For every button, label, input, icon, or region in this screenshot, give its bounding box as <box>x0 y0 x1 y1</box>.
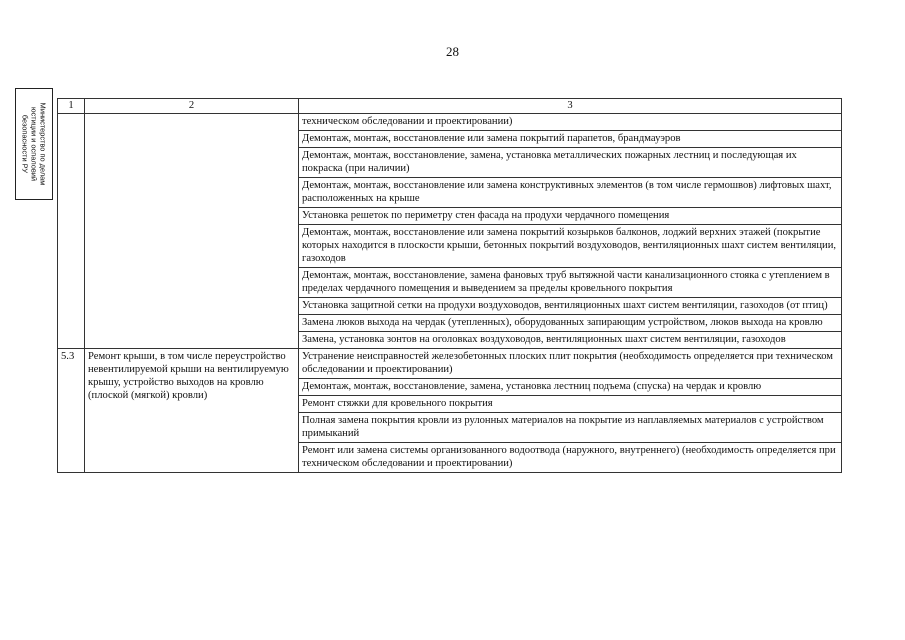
page-number: 28 <box>446 44 459 59</box>
work-item: Демонтаж, монтаж, восстановление или замена покрытий козырьков балконов, лоджий верхних этажей (покрытие которых находится в плоскости крыши, бетонных покрытий воздуховодов, вентиляционных шахт систем вентиляции, газоходов <box>299 225 842 268</box>
work-item: Демонтаж, монтаж, восстановление, замена, установка металлических пожарных лестниц и последующая их покраска (при наличии) <box>299 148 842 178</box>
work-item: Установка решеток по периметру стен фасада на продухи чердачного помещения <box>299 208 842 225</box>
work-item: Замена люков выхода на чердак (утепленных), оборудованных запирающим устройством, люков выхода на кровлю <box>299 315 842 332</box>
work-item: Ремонт или замена системы организованного водоотвода (наружного, внутреннего) (необходимость определяется при техническом обследовании и проектировании) <box>299 443 842 473</box>
work-item: Полная замена покрытия кровли из рулонных материалов на покрытие из наплавляемых материалов с устройством примыканий <box>299 413 842 443</box>
work-item: Устранение неисправностей железобетонных плоских плит покрытия (необходимость определяется при техническом обследовании и проектировании) <box>299 349 842 379</box>
header-col-2: 2 <box>85 99 299 114</box>
table-row <box>58 349 842 379</box>
work-item: Ремонт стяжки для кровельного покрытия <box>299 396 842 413</box>
work-item: техническом обследовании и проектировании) <box>299 114 842 131</box>
header-col-1: 1 <box>58 99 85 114</box>
continuation-title-cell <box>85 114 299 349</box>
table-row <box>58 114 842 131</box>
section-number: 5.3 <box>58 349 85 473</box>
stamp-text: Министерство по делам юстиции и оспаловий безопасности РУ <box>20 102 48 186</box>
work-item: Демонтаж, монтаж, восстановление или замена покрытий парапетов, брандмауэров <box>299 131 842 148</box>
work-item: Демонтаж, монтаж, восстановление, замена, установка лестниц подъема (спуска) на чердак и кровлю <box>299 379 842 396</box>
works-table <box>57 98 842 473</box>
header-col-3: 3 <box>299 99 842 114</box>
work-item: Установка защитной сетки на продухи воздуховодов, вентиляционных шахт систем вентиляции, газоходов (от птиц) <box>299 298 842 315</box>
work-item: Демонтаж, монтаж, восстановление или замена конструктивных элементов (в том числе гермошвов) лифтовых шахт, расположенных на крыше <box>299 178 842 208</box>
continuation-num-cell <box>58 114 85 349</box>
table-header-row <box>58 99 842 114</box>
section-title: Ремонт крыши, в том числе переустройство невентилируемой крыши на вентилируемую крышу, устройство выходов на кровлю (плоской (мягкой) кровли) <box>85 349 299 473</box>
ministry-stamp <box>15 88 53 200</box>
work-item: Замена, установка зонтов на оголовках воздуховодов, вентиляционных шахт систем вентиляции, газоходов <box>299 332 842 349</box>
work-item: Демонтаж, монтаж, восстановление, замена фановых труб вытяжной части канализационного стояка с утеплением в пределах чердачного помещения и выведением за пределы кровельного покрытия <box>299 268 842 298</box>
